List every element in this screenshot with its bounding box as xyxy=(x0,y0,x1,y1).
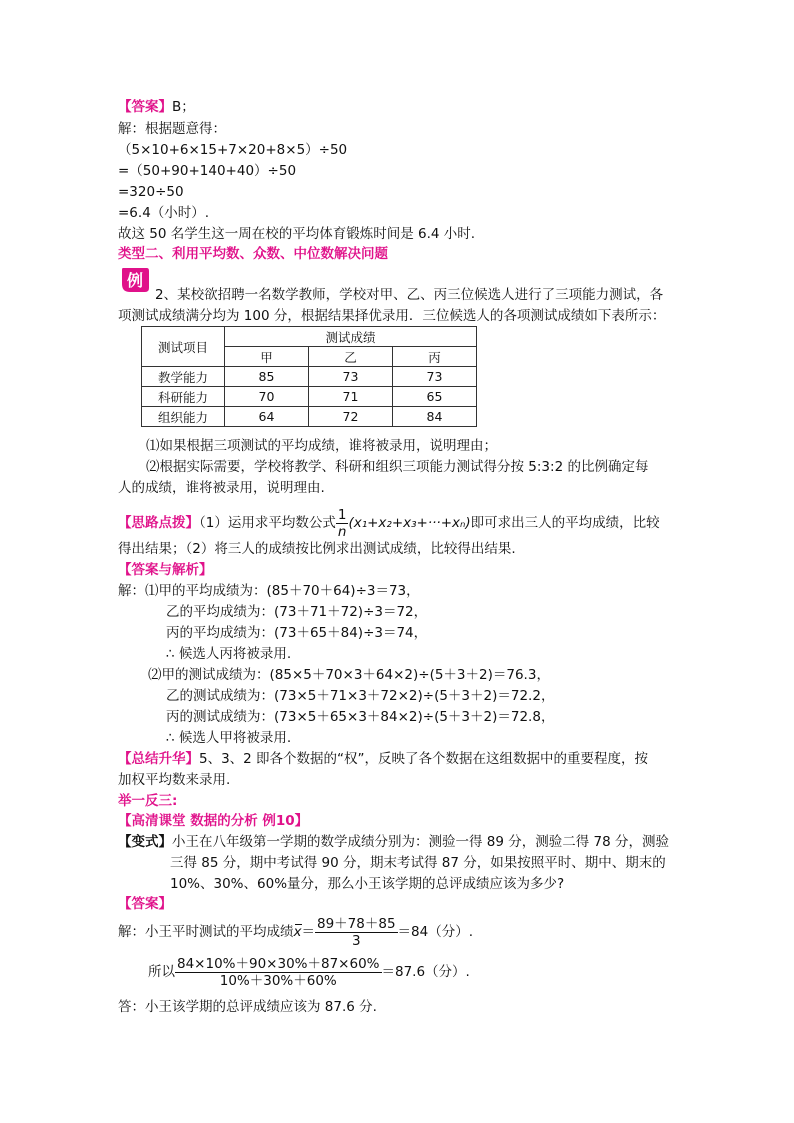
hint-text-b: 即可求出三人的平均成绩，比较 xyxy=(470,515,660,531)
row-label: 教学能力 xyxy=(142,367,225,387)
fraction-numerator: 1 xyxy=(337,506,347,523)
analysis-line-3: 丙的平均成绩为：(73＋65＋84)÷3＝74， xyxy=(166,625,428,641)
final-answer: 答：小王该学期的总评成绩应该为 87.6 分. xyxy=(118,999,377,1015)
score-cell: 64 xyxy=(225,407,309,427)
example-line-2: 项测试成绩满分均为 100 分，根据结果择优录用．三位候选人的各项测试成绩如下表所示： xyxy=(118,308,666,324)
analysis-tag: 【答案与解析】 xyxy=(118,562,213,578)
summary-line-2: 加权平均数来录用. xyxy=(118,772,231,788)
fraction-denominator: 3 xyxy=(351,932,361,949)
score-cell: 65 xyxy=(393,387,477,407)
table-row xyxy=(142,367,477,387)
fraction-numerator: 89＋78＋85 xyxy=(317,915,396,932)
conclusion: 故这 50 名学生这一周在校的平均体育锻炼时间是 6.4 小时. xyxy=(118,226,476,242)
score-cell: 85 xyxy=(225,367,309,387)
example-badge-label: 例 xyxy=(126,271,144,290)
fraction-numerator: 84×10%＋90×30%＋87×60% xyxy=(177,955,380,972)
answer-tag: 【答案】 xyxy=(118,99,172,115)
equals-sign: ＝ xyxy=(301,924,315,940)
solution-intro: 解：根据题意得： xyxy=(118,121,226,137)
mean-formula: (x₁+x₂+x₃+···+xₙ) xyxy=(348,515,471,531)
solution-line-2 xyxy=(148,954,470,990)
table-row xyxy=(142,387,477,407)
solution-1-result: ＝84（分）. xyxy=(397,924,474,940)
hint-tag: 【思路点拨】 xyxy=(118,515,199,531)
analysis-line-5: ⑵甲的测试成绩为：(85×5＋70×3＋64×2)÷(5＋3＋2)＝76.3， xyxy=(148,667,550,683)
weighted-fraction xyxy=(175,956,382,989)
practice-source: 【高清课堂 数据的分析 例10】 xyxy=(118,813,309,829)
fraction-denominator: n xyxy=(337,523,347,540)
variant-line-3: 10%、30%、60%量分，那么小王该学期的总评成绩应该为多少? xyxy=(170,876,565,892)
calc-step-2: =（50+90+140+40）÷50 xyxy=(118,163,297,179)
question-2a: ⑵根据实际需要，学校将教学、科研和组织三项能力测试得分按 5:3:2 的比例确定每 xyxy=(146,459,649,475)
row-label: 组织能力 xyxy=(142,407,225,427)
question-1: ⑴如果根据三项测试的平均成绩，谁将被录用，说明理由； xyxy=(146,438,497,454)
hint-text-a: （1）运用求平均数公式 xyxy=(199,515,336,531)
hint-line-2: 得出结果；（2）将三人的成绩按比例求出测试成绩，比较得出结果. xyxy=(118,541,516,557)
score-cell: 73 xyxy=(309,367,393,387)
summary-text-a: 5、3、2 即各个数据的“权”，反映了各个数据在这组数据中的重要程度，按 xyxy=(199,751,649,767)
solution-2-result: ＝87.6（分）. xyxy=(381,964,470,980)
fraction-denominator: 10%＋30%＋60% xyxy=(219,972,337,989)
analysis-line-7: 丙的测试成绩为：(73×5＋65×3＋84×2)÷(5＋3＋2)＝72.8， xyxy=(166,709,555,725)
variant-text-1: 小王在八年级第一学期的数学成绩分别为：测验一得 89 分，测验二得 78 分，测验 xyxy=(172,834,670,850)
analysis-line-2: 乙的平均成绩为：(73＋71＋72)÷3＝72， xyxy=(166,604,428,620)
header-test-item: 测试项目 xyxy=(142,327,225,367)
calc-step-3: =320÷50 xyxy=(118,184,184,200)
summary-tag: 【总结升华】 xyxy=(118,751,199,767)
summary-line-1 xyxy=(118,750,648,768)
row-label: 科研能力 xyxy=(142,387,225,407)
analysis-line-8: ∴ 候选人甲将被录用. xyxy=(166,730,292,746)
question-2b: 人的成绩，谁将被录用，说明理由. xyxy=(118,480,325,496)
solution-line-1 xyxy=(118,914,473,950)
score-cell: 84 xyxy=(393,407,477,427)
header-candidate: 丙 xyxy=(393,347,477,367)
variant-line-2: 三得 85 分，期中考试得 90 分，期末考试得 87 分，如果按照平时、期中、期末的 xyxy=(170,855,666,871)
variant-line-1 xyxy=(118,833,669,851)
practice-answer-tag: 【答案】 xyxy=(118,896,172,912)
header-candidate: 乙 xyxy=(309,347,393,367)
solution-2-text: 所以 xyxy=(148,964,175,980)
hint-line xyxy=(118,506,660,540)
example-line-1: 2、某校欲招聘一名数学教师，学校对甲、乙、丙三位候选人进行了三项能力测试，各 xyxy=(155,287,664,303)
calc-step-4: =6.4（小时）. xyxy=(118,205,210,221)
score-cell: 70 xyxy=(225,387,309,407)
analysis-line-1: 解：⑴甲的平均成绩为：(85＋70＋64)÷3＝73， xyxy=(118,583,420,599)
solution-1-text: 解：小王平时测试的平均成绩 xyxy=(118,924,294,940)
header-test-scores: 测试成绩 xyxy=(225,327,477,347)
score-cell: 73 xyxy=(393,367,477,387)
table-row xyxy=(142,407,477,427)
calc-step-1: （5×10+6×15+7×20+8×5）÷50 xyxy=(118,142,348,158)
score-cell: 71 xyxy=(309,387,393,407)
answer-line xyxy=(118,98,195,116)
variant-tag: 【变式】 xyxy=(118,834,172,850)
score-table xyxy=(141,326,477,427)
analysis-line-4: ∴ 候选人丙将被录用. xyxy=(166,646,292,662)
example-badge-icon xyxy=(120,266,150,294)
average-fraction xyxy=(315,916,398,949)
mean-symbol: x xyxy=(293,924,302,940)
section-title: 类型二、利用平均数、众数、中位数解决问题 xyxy=(118,246,388,262)
header-candidate: 甲 xyxy=(225,347,309,367)
mean-fraction xyxy=(336,507,349,540)
answer-value: B； xyxy=(172,99,195,115)
score-cell: 72 xyxy=(309,407,393,427)
analysis-line-6: 乙的测试成绩为：(73×5＋71×3＋72×2)÷(5＋3＋2)＝72.2， xyxy=(166,688,555,704)
practice-title: 举一反三: xyxy=(118,793,178,809)
